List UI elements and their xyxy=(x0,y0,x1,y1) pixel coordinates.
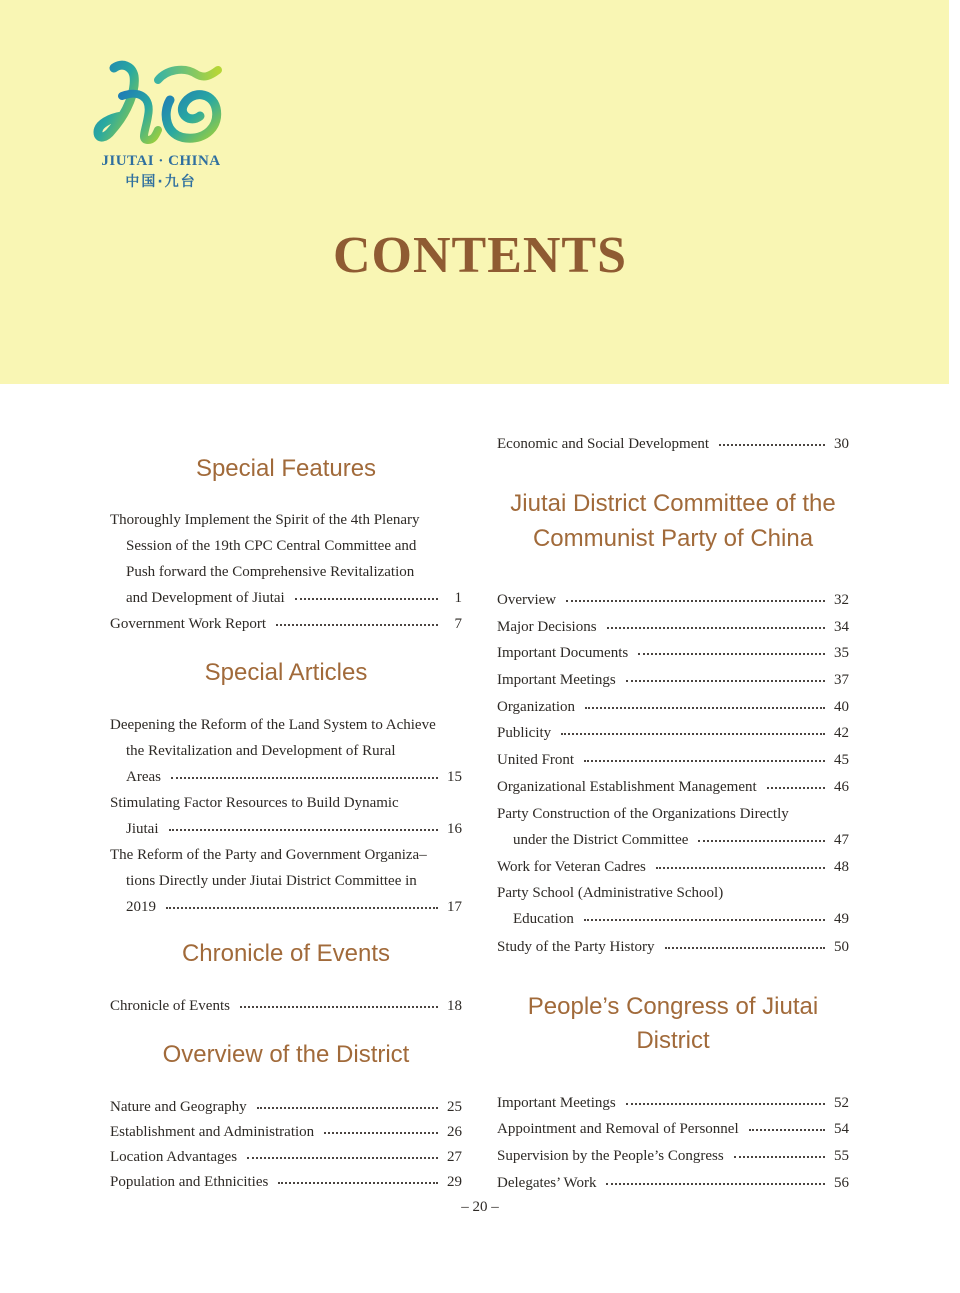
toc-entry-text: 2019 xyxy=(126,899,156,915)
toc-page-number: 55 xyxy=(834,1148,849,1164)
toc-page-number: 48 xyxy=(834,859,849,875)
toc-entry[interactable] xyxy=(497,694,849,720)
toc-entry[interactable] xyxy=(497,880,849,932)
toc-entry-text: Stimulating Factor Resources to Build Dynamic xyxy=(110,795,399,811)
toc-entry[interactable] xyxy=(110,507,462,611)
dot-leader xyxy=(166,907,438,909)
dot-leader xyxy=(276,624,438,626)
section-heading-chronicle-of-events: Chronicle of Events xyxy=(181,940,391,967)
toc-entry-text: Supervision by the People’s Congress xyxy=(497,1148,724,1164)
dot-leader xyxy=(247,1157,438,1159)
toc-page-number: 27 xyxy=(447,1149,462,1165)
toc-entry[interactable] xyxy=(110,1144,462,1170)
section-heading-overview-of-the-district: Overview of the District xyxy=(162,1041,410,1068)
toc-entry-text: Delegates’ Work xyxy=(497,1175,597,1191)
section-heading-special-articles: Special Articles xyxy=(204,659,368,686)
dot-leader xyxy=(734,1156,825,1158)
dot-leader xyxy=(171,777,438,779)
toc-entry-text: Location Advantages xyxy=(110,1149,238,1165)
toc-entry[interactable] xyxy=(110,842,462,920)
page-footer-number: – 20 – xyxy=(461,1199,499,1215)
toc-page-number: 29 xyxy=(447,1174,462,1190)
dot-leader xyxy=(561,733,825,735)
toc-entry[interactable] xyxy=(110,790,462,842)
toc-page-number: 42 xyxy=(834,725,849,741)
dot-leader xyxy=(295,598,438,600)
toc-entry[interactable] xyxy=(497,801,849,853)
toc-entry[interactable] xyxy=(497,720,849,746)
toc-entry-text: Important Documents xyxy=(497,645,629,661)
toc-entry[interactable] xyxy=(497,667,849,693)
toc-entry[interactable] xyxy=(497,747,849,773)
toc-entry-text: The Reform of the Party and Government Organiza– xyxy=(110,847,427,863)
dot-leader xyxy=(257,1107,438,1109)
toc-entry-text: Chronicle of Events xyxy=(110,998,230,1014)
dot-leader xyxy=(656,867,825,869)
dot-leader xyxy=(278,1182,438,1184)
toc-entry-text: Party Construction of the Organizations Directly xyxy=(497,806,789,822)
toc-entry-text: Thoroughly Implement the Spirit of the 4th Plenary xyxy=(110,512,420,528)
toc-entry[interactable] xyxy=(497,431,849,457)
toc-entry-text: Government Work Report xyxy=(110,616,266,632)
page-title: CONTENTS xyxy=(332,227,628,284)
toc-entry-text: Overview xyxy=(497,592,557,608)
toc-entry[interactable] xyxy=(497,774,849,800)
dot-leader xyxy=(169,829,439,831)
toc-page-number: 34 xyxy=(834,619,849,635)
toc-entry-text: Appointment and Removal of Personnel xyxy=(497,1121,739,1137)
toc-entry[interactable] xyxy=(110,1119,462,1145)
dot-leader xyxy=(749,1129,825,1131)
toc-entry-text: tions Directly under Jiutai District Committee in xyxy=(126,873,417,889)
dot-leader xyxy=(626,1103,825,1105)
toc-entry-text: Study of the Party History xyxy=(497,939,655,955)
toc-entry-text: Establishment and Administration xyxy=(110,1124,315,1140)
section-heading-district-committee-line-2: Communist Party of China xyxy=(532,525,814,552)
toc-page-number: 35 xyxy=(834,645,849,661)
toc-entry[interactable] xyxy=(110,712,462,790)
toc-entry-text: Major Decisions xyxy=(497,619,597,635)
toc-page-number: 46 xyxy=(834,779,849,795)
toc-entry-text: under the District Committee xyxy=(513,832,689,848)
toc-page-number: 40 xyxy=(834,699,849,715)
dot-leader xyxy=(240,1006,438,1008)
section-heading-special-features: Special Features xyxy=(195,455,377,482)
dot-leader xyxy=(607,627,825,629)
toc-entry-text: Economic and Social Development xyxy=(497,436,710,452)
dot-leader xyxy=(719,444,825,446)
dot-leader xyxy=(584,919,825,921)
toc-entry-text: Work for Veteran Cadres xyxy=(497,859,646,875)
toc-page-number: 25 xyxy=(447,1099,462,1115)
toc-entry-text: Important Meetings xyxy=(497,1095,616,1111)
toc-entry-text: Deepening the Reform of the Land System to Achieve xyxy=(110,717,436,733)
dot-leader xyxy=(584,760,825,762)
toc-entry[interactable] xyxy=(497,640,849,666)
toc-entry-text: Organizational Establishment Management xyxy=(497,779,757,795)
toc-entry-text: Party School (Administrative School) xyxy=(497,885,724,901)
logo-english-text: JIUTAI · CHINA xyxy=(101,153,221,169)
toc-page-number: 52 xyxy=(834,1095,849,1111)
toc-entry-text: and Development of Jiutai xyxy=(126,590,285,606)
toc-page-number: 56 xyxy=(834,1175,849,1191)
toc-entry[interactable] xyxy=(497,934,849,960)
toc-page-number: 17 xyxy=(447,899,462,915)
dot-leader xyxy=(566,600,825,602)
toc-page-number: 7 xyxy=(454,616,462,632)
toc-entry[interactable] xyxy=(110,1169,462,1195)
toc-entry-text: Education xyxy=(513,911,574,927)
toc-page-number: 32 xyxy=(834,592,849,608)
toc-entry-text: United Front xyxy=(497,752,575,768)
toc-entry[interactable] xyxy=(497,1170,849,1196)
toc-entry[interactable] xyxy=(110,611,462,637)
jiutai-logo xyxy=(86,60,236,195)
dot-leader xyxy=(626,680,825,682)
toc-page-number: 15 xyxy=(447,769,462,785)
toc-entry[interactable] xyxy=(497,854,849,880)
toc-entry-text: Areas xyxy=(126,769,161,785)
toc-entry[interactable] xyxy=(497,1116,849,1142)
toc-page-number: 18 xyxy=(447,998,462,1014)
toc-entry-text: Nature and Geography xyxy=(110,1099,247,1115)
dot-leader xyxy=(638,653,825,655)
toc-page-number: 54 xyxy=(834,1121,849,1137)
toc-entry-text: Push forward the Comprehensive Revitalization xyxy=(126,564,415,580)
toc-entry[interactable] xyxy=(497,614,849,640)
toc-entry[interactable] xyxy=(497,1090,849,1116)
toc-entry[interactable] xyxy=(497,1143,849,1169)
toc-page-number: 1 xyxy=(454,590,462,606)
dot-leader xyxy=(324,1132,438,1134)
toc-page-number: 26 xyxy=(447,1124,462,1140)
toc-entry[interactable] xyxy=(497,587,849,613)
dot-leader xyxy=(606,1183,825,1185)
section-heading-peoples-congress: People’s Congress of Jiutai xyxy=(527,993,819,1020)
dot-leader xyxy=(665,947,826,949)
toc-entry-text: Jiutai xyxy=(126,821,159,837)
dot-leader xyxy=(585,707,825,709)
toc-page-number: 45 xyxy=(834,752,849,768)
jiutai-logo-mark-icon xyxy=(92,60,228,152)
toc-entry-text: Organization xyxy=(497,699,576,715)
dot-leader xyxy=(698,840,825,842)
toc-entry-text: Population and Ethnicities xyxy=(110,1174,269,1190)
toc-page-number: 16 xyxy=(447,821,462,837)
section-heading-peoples-congress-line-2: District xyxy=(636,1027,710,1054)
toc-entry-text: Session of the 19th CPC Central Committee and xyxy=(126,538,417,554)
logo-chinese-text: 中国·九台 xyxy=(125,174,197,190)
toc-page-number: 50 xyxy=(834,939,849,955)
toc-entry-text: Publicity xyxy=(497,725,552,741)
toc-page-number: 49 xyxy=(834,911,849,927)
section-heading-district-committee: Jiutai District Committee of the xyxy=(510,490,836,517)
toc-entry[interactable] xyxy=(110,1094,462,1120)
toc-page-number: 30 xyxy=(834,436,849,452)
header-banner xyxy=(0,0,949,384)
dot-leader xyxy=(767,787,825,789)
toc-entry[interactable] xyxy=(110,993,462,1019)
toc-entry-text: Important Meetings xyxy=(497,672,616,688)
toc-page-number: 47 xyxy=(834,832,849,848)
toc-entry-text: the Revitalization and Development of Rural xyxy=(126,743,396,759)
toc-page-number: 37 xyxy=(834,672,849,688)
